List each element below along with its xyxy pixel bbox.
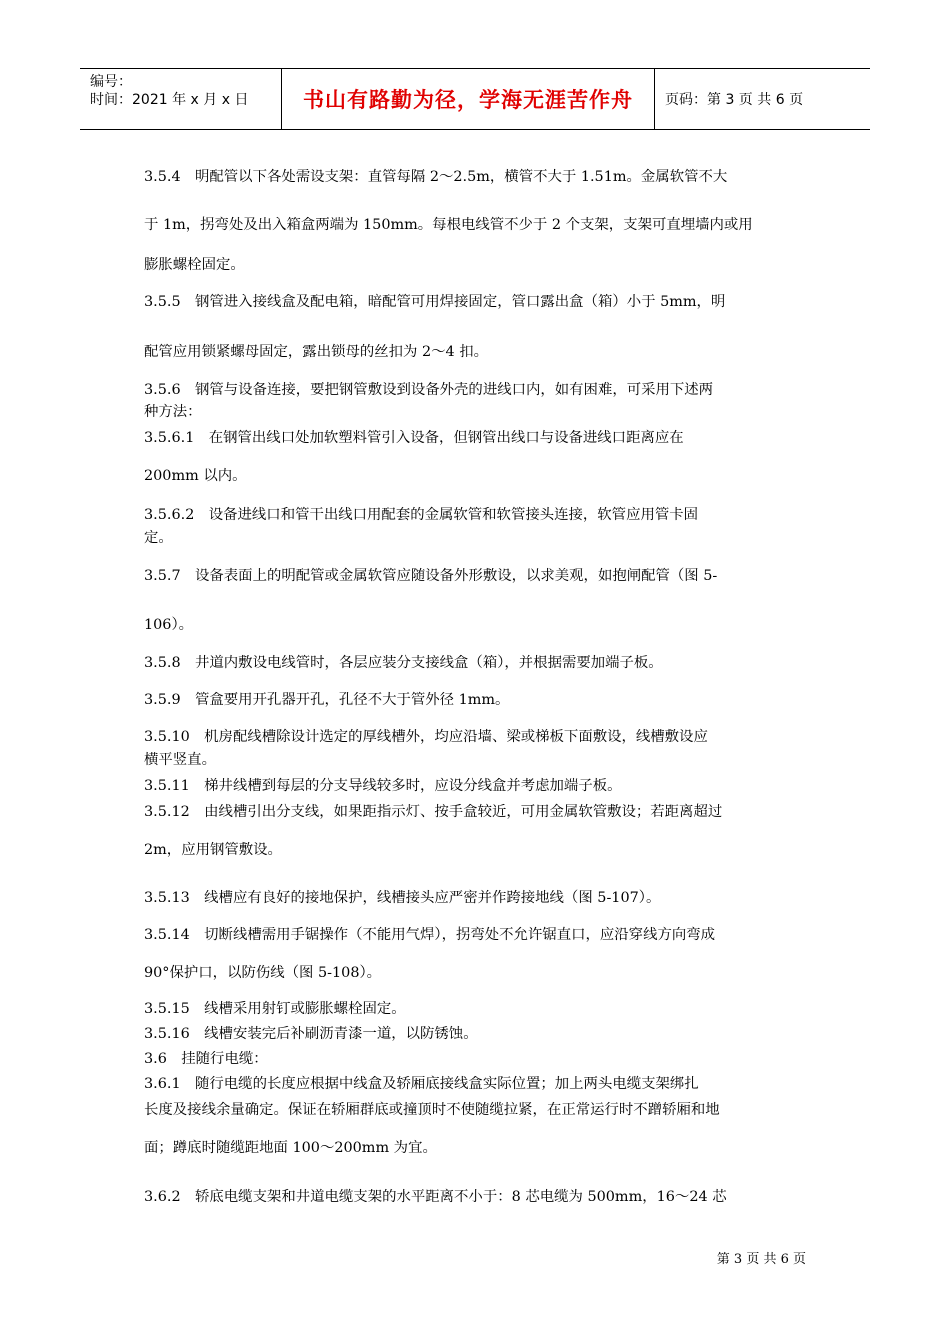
body-line: 配管应用锁紧螺母固定，露出锁母的丝扣为 2～4 扣。 — [144, 344, 489, 360]
body-line: 面；蹲底时随缆距地面 100～200mm 为宜。 — [144, 1140, 437, 1156]
body-line: 定。 — [144, 530, 173, 546]
body-line: 3.6.1 随行电缆的长度应根据中线盒及轿厢底接线盒实际位置；加上两头电缆支架绑扎 — [144, 1076, 699, 1092]
body-line: 3.5.8 井道内敷设电线管时，各层应装分支接线盒（箱），并根据需要加端子板。 — [144, 655, 663, 671]
body-line: 膨胀螺栓固定。 — [144, 257, 245, 273]
body-line: 3.5.14 切断线槽需用手锯操作（不能用气焊），拐弯处不允许锯直口，应沿穿线方向弯成 — [144, 927, 716, 943]
body-line: 3.5.4 明配管以下各处需设支架：直管每隔 2～2.5m，横管不大于 1.51m。金属软管不大 — [144, 169, 728, 185]
body-line: 3.6.2 轿底电缆支架和井道电缆支架的水平距离不小于：8 芯电缆为 500mm，16～24 芯 — [144, 1189, 727, 1205]
body-line: 90°保护口，以防伤线（图 5-108）。 — [144, 965, 382, 981]
page-footer: 第 3 页 共 6 页 — [716, 1252, 806, 1267]
header-motto-cell — [282, 69, 655, 129]
body-line: 3.6 挂随行电缆： — [144, 1051, 268, 1067]
body-line: 3.5.9 管盒要用开孔器开孔，孔径不大于管外径 1mm。 — [144, 692, 510, 708]
body-line: 3.5.6.2 设备进线口和管干出线口用配套的金属软管和软管接头连接，软管应用管卡固 — [144, 507, 699, 523]
body-line: 2m，应用钢管敷设。 — [144, 842, 282, 858]
body-line: 3.5.6.1 在钢管出线口处加软塑料管引入设备，但钢管出线口与设备进线口距离应在 — [144, 430, 684, 446]
body-line: 3.5.16 线槽安装完后补刷沥青漆一道，以防锈蚀。 — [144, 1026, 478, 1042]
body-line: 3.5.15 线槽采用射钉或膨胀螺栓固定。 — [144, 1001, 406, 1017]
body-line: 于 1m，拐弯处及出入箱盒两端为 150mm。每根电线管不少于 2 个支架，支架可直埋墙内或用 — [144, 217, 753, 233]
body-line: 横平竖直。 — [144, 752, 216, 768]
header-meta — [80, 69, 282, 129]
body-line: 3.5.10 机房配线槽除设计选定的厚线槽外，均应沿墙、梁或梯板下面敷设，线槽敷设应 — [144, 729, 708, 745]
body-line: 3.5.12 由线槽引出分支线，如果距指示灯、按手盒较近，可用金属软管敷设；若距离超过 — [144, 804, 723, 820]
body-line: 200mm 以内。 — [144, 468, 247, 484]
body-line: 3.5.11 梯井线槽到每层的分支导线较多时，应设分线盒并考虑加端子板。 — [144, 778, 622, 794]
body-line: 3.5.6 钢管与设备连接，要把钢管敷设到设备外壳的进线口内，如有困难，可采用下述两 — [144, 382, 714, 398]
body-line: 3.5.7 设备表面上的明配管或金属软管应随设备外形敷设，以求美观，如抱闸配管（图 5- — [144, 568, 718, 584]
body-line: 106）。 — [144, 617, 194, 633]
document-date: 时间：2021 年 x 月 x 日 — [90, 92, 249, 108]
document-number-label: 编号： — [90, 74, 132, 90]
body-line: 3.5.5 钢管进入接线盒及配电箱，暗配管可用焊接固定，管口露出盒（箱）小于 5mm，明 — [144, 294, 726, 310]
page-header — [80, 68, 870, 130]
header-page-cell — [655, 69, 870, 129]
body-line: 长度及接线余量确定。保证在轿厢群底或撞顶时不使随缆拉紧，在正常运行时不蹭轿厢和地 — [144, 1102, 720, 1118]
body-line: 3.5.13 线槽应有良好的接地保护，线槽接头应严密并作跨接地线（图 5-107）。 — [144, 890, 661, 906]
header-motto: 书山有路勤为径，学海无涯苦作舟 — [303, 88, 633, 112]
body-line: 种方法： — [144, 404, 202, 420]
header-page-number: 页码：第 3 页 共 6 页 — [665, 92, 804, 108]
